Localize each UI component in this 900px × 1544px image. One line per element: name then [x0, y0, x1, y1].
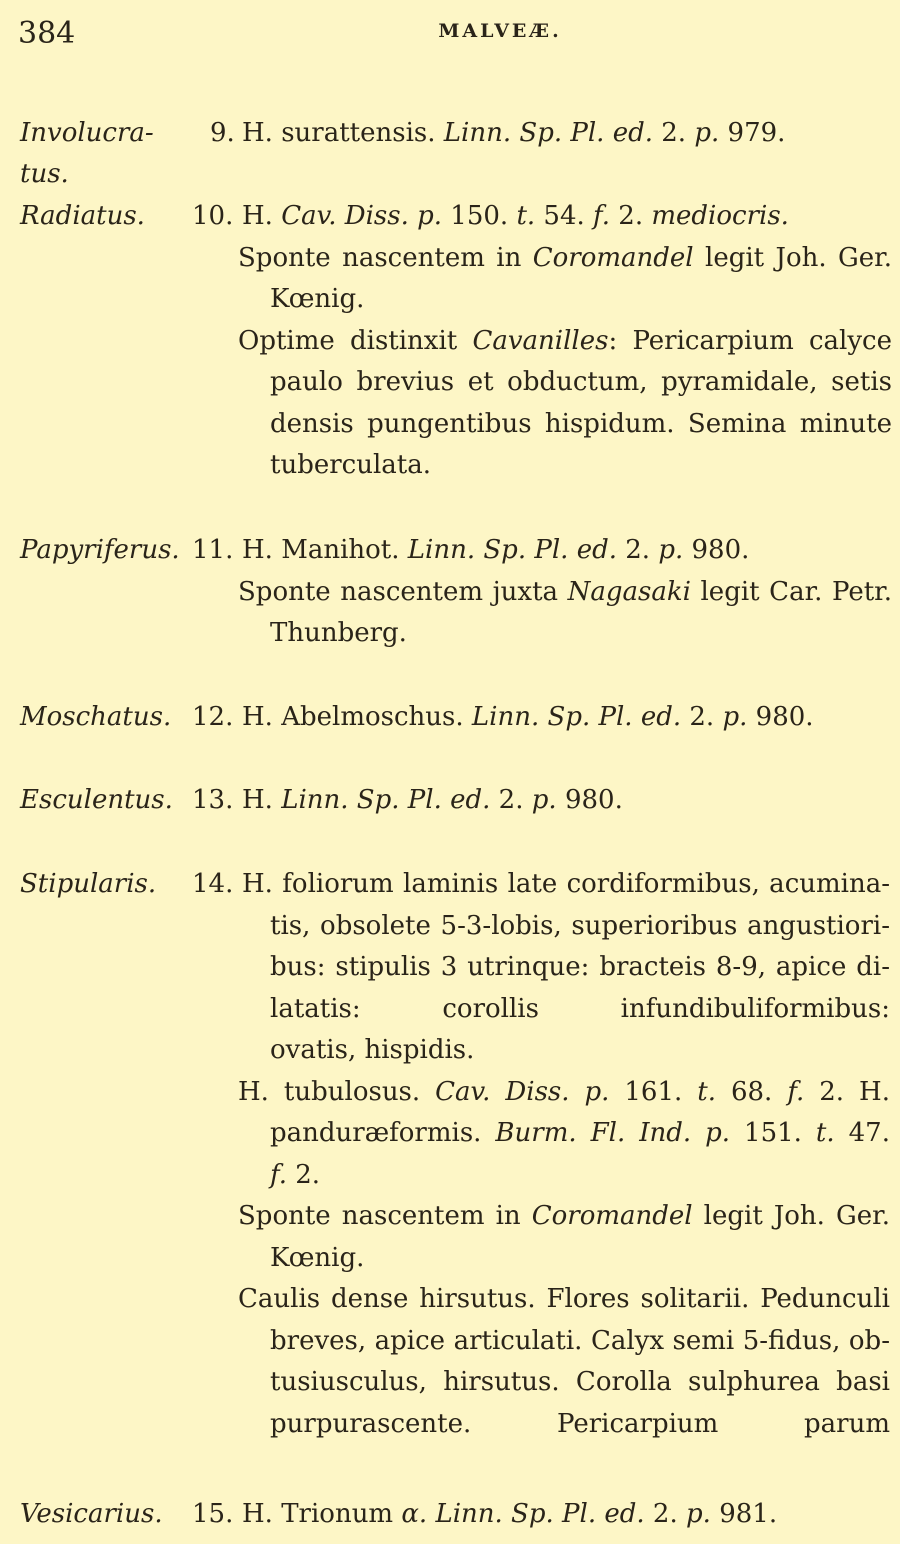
text-line [270, 989, 890, 1031]
text-line [242, 113, 785, 154]
text-run: 2. [610, 201, 652, 231]
text-line [270, 445, 431, 486]
text-run: legit Joh. Ger. [692, 1201, 890, 1231]
text-run: paulo brevius et obductum, pyramidale, setis [270, 367, 892, 397]
text-line [238, 321, 892, 363]
italic-text: Cavanilles [472, 325, 609, 356]
italic-text: Coromandel [531, 1201, 693, 1231]
text-run: 161. [609, 1076, 698, 1107]
text-run: 981. [710, 1499, 778, 1529]
text-line [242, 1494, 777, 1535]
page-number: 384 [18, 16, 76, 51]
text-run: Caulis dense hirsutus. Flores solitarii. Pedunculi [238, 1284, 890, 1314]
text-run: H. Manihot. [242, 535, 408, 565]
text-line [270, 404, 892, 446]
text-run: H. [242, 201, 282, 231]
text-line [238, 1279, 890, 1321]
running-head: MALVEÆ. [438, 20, 562, 42]
text-run: 979. [719, 118, 786, 148]
italic-text: t. [697, 1076, 716, 1107]
text-run: 2. [286, 1159, 321, 1190]
text-line [270, 1321, 890, 1363]
text-run: H. Abelmoschus. [242, 702, 472, 732]
text-line [238, 1072, 890, 1114]
text-run: Kœnig. [270, 284, 365, 314]
text-line [270, 947, 890, 989]
text-run: 2. H. [804, 1076, 890, 1107]
italic-text: p. [722, 702, 748, 732]
entry-number: 11. [192, 535, 234, 565]
text-run: 980. [556, 785, 623, 815]
text-line [270, 1238, 364, 1279]
text-run: Sponte nascentem in [238, 242, 533, 273]
text-run: breves, apice articulati. Calyx semi 5-fidus, ob- [270, 1325, 890, 1356]
text-line [270, 1404, 890, 1446]
entry-number: 10. [192, 201, 234, 231]
text-run: H. tubulosus. [238, 1076, 436, 1107]
italic-text: t. [516, 201, 536, 231]
margin-heading: tus. [20, 159, 69, 189]
italic-text: f. [787, 1076, 805, 1107]
text-run: 2. [616, 535, 659, 565]
margin-heading: Papyriferus. [20, 535, 180, 565]
italic-text: f. [593, 201, 611, 231]
entry-number: 15. [192, 1499, 234, 1529]
text-line [270, 279, 364, 320]
text-run: 150. [442, 201, 517, 231]
italic-text: Linn. Sp. Pl. ed. [281, 785, 491, 815]
entry-number: 14. [192, 869, 234, 899]
italic-text: Linn. Sp. Pl. ed. [435, 1499, 645, 1529]
entry-number: 13. [192, 785, 234, 815]
text-run: Kœnig. [270, 1242, 365, 1273]
margin-heading: Vesicarius. [20, 1499, 163, 1529]
text-run: Thunberg. [270, 618, 407, 648]
text-run: 47. [834, 1118, 890, 1148]
text-run: 151. [730, 1118, 816, 1148]
margin-heading: Moschatus. [20, 702, 172, 732]
text-run: tuberculata. [270, 450, 431, 480]
italic-text: Burm. Fl. Ind. p. [495, 1118, 731, 1148]
text-run: tusiusculus, hirsutus. Corolla sulphurea basi [270, 1367, 890, 1397]
text-line [270, 613, 407, 654]
text-run: latatis: corollis infundibuliformibus: [270, 993, 890, 1024]
italic-text: Nagasaki [567, 576, 691, 607]
italic-text: f. [270, 1159, 287, 1190]
italic-text: mediocris. [651, 201, 789, 231]
text-run: 2. [644, 1499, 687, 1529]
italic-text: Cav. Diss. p. [435, 1076, 610, 1107]
text-run: H. [242, 785, 282, 815]
entry-number: 9. [210, 118, 235, 148]
italic-text: p. [686, 1499, 711, 1529]
text-line [270, 362, 892, 404]
italic-text: Linn. Sp. Pl. ed. [443, 118, 653, 148]
text-line [242, 864, 890, 906]
text-run: 2. [681, 702, 723, 732]
text-run: 980. [747, 702, 814, 732]
italic-text: α. [401, 1499, 428, 1529]
text-line [270, 1030, 474, 1071]
text-run: : Pericarpium calyce [608, 325, 892, 356]
text-run: 2. [490, 785, 532, 815]
text-line [242, 530, 749, 571]
entry-number: 12. [192, 702, 234, 732]
text-run: Sponte nascentem juxta [238, 576, 568, 607]
margin-heading: Radiatus. [20, 201, 145, 231]
text-run: H. surattensis. [242, 118, 444, 148]
italic-text: p. [658, 535, 684, 565]
italic-text: Linn. Sp. Pl. ed. [471, 702, 682, 732]
text-line [270, 1155, 320, 1196]
text-run: ovatis, hispidis. [270, 1035, 475, 1065]
text-run: purpurascente. Pericarpium parum [270, 1408, 890, 1439]
margin-heading: Involucra- [20, 118, 154, 148]
text-line [270, 906, 890, 948]
text-run: H. foliorum laminis late cordiformibus, acumina- [242, 869, 890, 899]
text-run: Optime distinxit [238, 325, 473, 356]
text-run: 2. [653, 118, 695, 148]
margin-heading: Esculentus. [20, 785, 173, 815]
text-line [270, 1362, 890, 1404]
text-run: legit Car. Petr. [690, 576, 892, 607]
text-line [242, 780, 623, 821]
italic-text: Linn. Sp. Pl. ed. [407, 535, 617, 565]
text-run: bus: stipulis 3 utrinque: bracteis 8-9, apice di- [270, 952, 890, 982]
text-line [238, 238, 892, 280]
italic-text: t. [815, 1118, 835, 1148]
text-run: 68. [715, 1076, 788, 1107]
text-run: 54. [535, 201, 594, 231]
text-line [270, 1113, 890, 1155]
text-run: tis, obsolete 5-3-lobis, superioribus angustiori- [270, 910, 890, 941]
text-run: legit Joh. Ger. [693, 242, 892, 273]
text-run: 980. [683, 535, 750, 565]
text-run: Sponte nascentem in [238, 1201, 532, 1231]
text-line [238, 572, 892, 614]
italic-text: p. [531, 785, 557, 815]
italic-text: Cav. Diss. p. [281, 201, 443, 231]
text-run: panduræformis. [270, 1118, 496, 1148]
margin-heading: Stipularis. [20, 869, 157, 899]
text-run: H. Trionum [242, 1499, 402, 1529]
italic-text: p. [694, 118, 720, 148]
text-run: densis pungentibus hispidum. Semina minute [270, 408, 892, 439]
text-line [242, 196, 789, 237]
text-line [242, 697, 814, 738]
italic-text: Coromandel [532, 242, 694, 273]
text-line [238, 1196, 890, 1238]
